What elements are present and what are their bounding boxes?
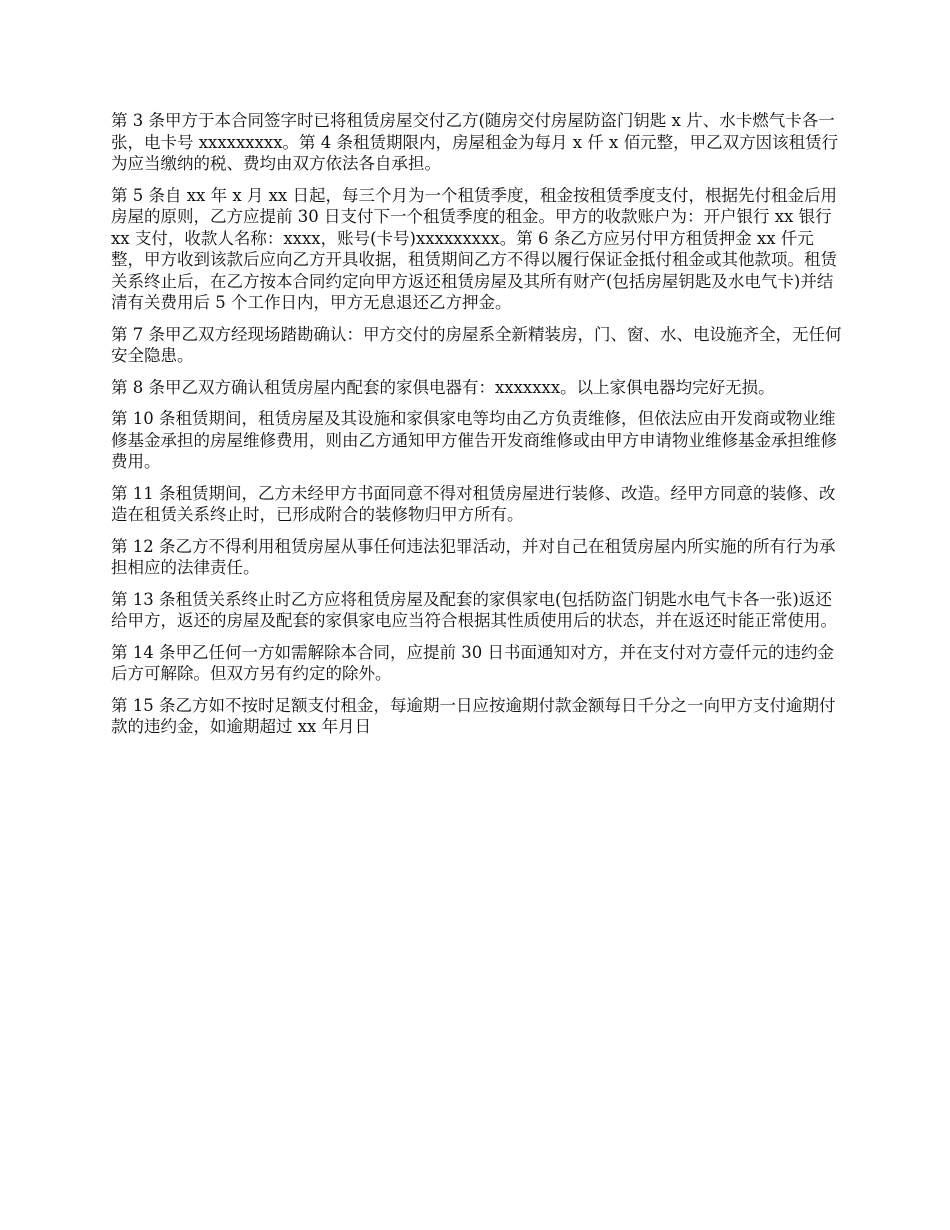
clause-15: 第 15 条乙方如不按时足额支付租金，每逾期一日应按逾期付款金额每日千分之一向甲方支付逾期付款的违约金，如逾期超过 xx 年月日 [111,695,836,736]
clause-5-6: 第 5 条自 xx 年 x 月 xx 日起，每三个月为一个租赁季度，租金按租赁季度支付，根据先付租金后用房屋的原则，乙方应提前 30 日支付下一个租赁季度的租金。甲方的收款账户为：开户银行 xx 银行 xx 支付，收款人名称：xxxx，账号(卡号)xxxxxxxxx。第 6 条乙方应另付甲方租赁押金 xx 仟元整，甲方收到该款后应向乙方开具收据，租赁期间乙方不得以履行保证金抵付租金或其他款项。租赁关系终止后，在乙方按本合同约定向甲方返还租赁房屋及其所有财产(包括房屋钥匙及水电气卡)并结清有关费用后 5 个工作日内，甲方无息退还乙方押金。 [111,185,837,312]
clause-3-4: 第 3 条甲方于本合同签字时已将租赁房屋交付乙方(随房交付房屋防盗门钥匙 x 片、水卡燃气卡各一张，电卡号 xxxxxxxxx。第 4 条租赁期限内，房屋租金为每月 x 仟 x 佰元整，甲乙双方因该租赁行为应当缴纳的税、费均由双方依法各自承担。 [111,111,839,173]
clause-7: 第 7 条甲乙双方经现场踏勘确认：甲方交付的房屋系全新精装房，门、窗、水、电设施齐全，无任何安全隐患。 [111,324,842,365]
clause-10: 第 10 条租赁期间，租赁房屋及其设施和家俱家电等均由乙方负责维修，但依法应由开发商或物业维修基金承担的房屋维修费用，则由乙方通知甲方催告开发商维修或由甲方申请物业维修基金承担维修费用。 [111,409,837,471]
clause-14: 第 14 条甲乙任何一方如需解除本合同，应提前 30 日书面通知对方，并在支付对方壹仟元的违约金后方可解除。但双方另有约定的除外。 [111,642,834,683]
clause-13: 第 13 条租赁关系终止时乙方应将租赁房屋及配套的家俱家电(包括防盗门钥匙水电气卡各一张)返还给甲方，返还的房屋及配套的家俱家电应当符合根据其性质使用后的状态，并在返还时能正常使用。 [111,589,837,630]
clause-12: 第 12 条乙方不得利用租赁房屋从事任何违法犯罪活动，并对自己在租赁房屋内所实施的所有行为承担相应的法律责任。 [111,536,836,577]
document-body [111,110,844,748]
clause-8: 第 8 条甲乙双方确认租赁房屋内配套的家俱电器有：xxxxxxx。以上家俱电器均完好无损。 [111,377,775,397]
clause-11: 第 11 条租赁期间，乙方未经甲方书面同意不得对租赁房屋进行装修、改造。经甲方同意的装修、改造在租赁关系终止时，已形成附合的装修物归甲方所有。 [111,483,836,524]
